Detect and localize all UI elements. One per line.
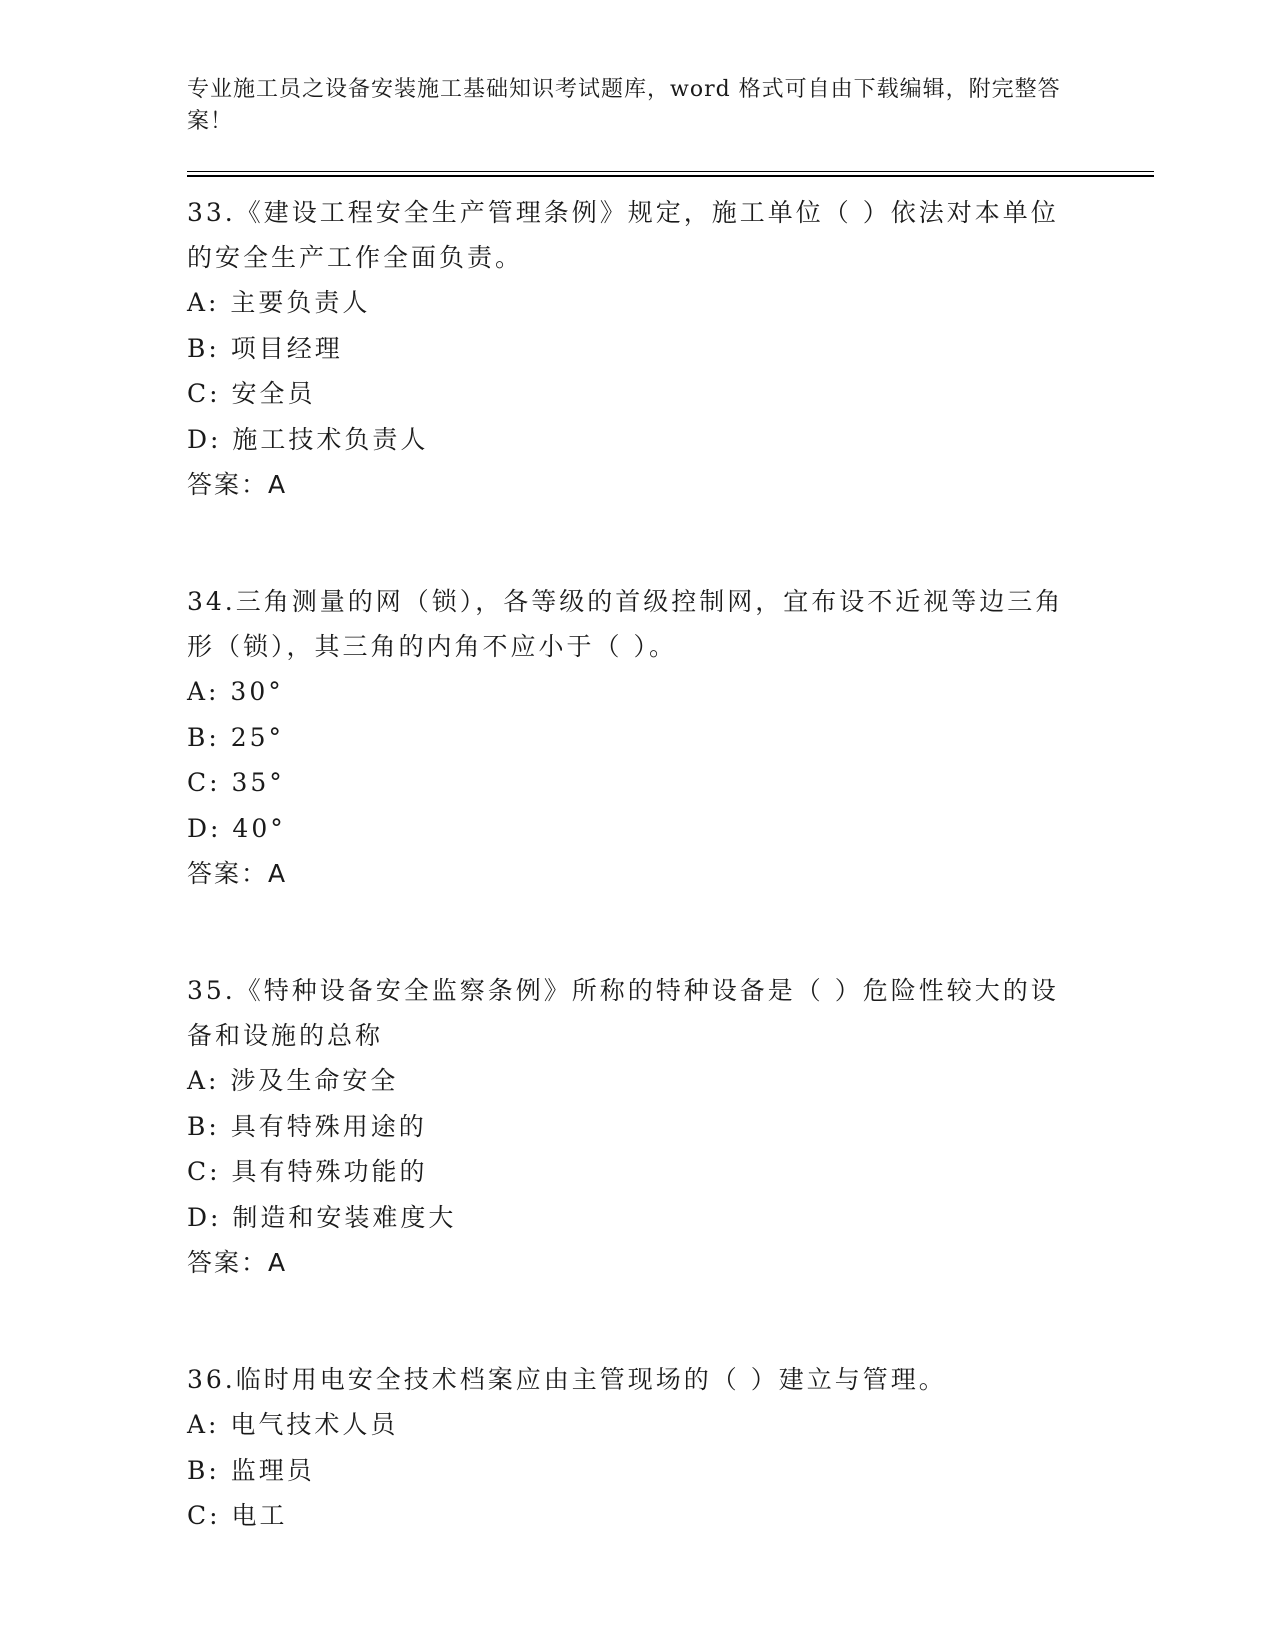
question-option: A: 主要负责人 [187, 288, 371, 317]
question-stem: 33.《建设工程安全生产管理条例》规定，施工单位（ ）依法对本单位的安全生产工作全面负责。 [187, 198, 1059, 272]
document-header: 专业施工员之设备安装施工基础知识考试题库，word 格式可自由下载编辑，附完整答案！ [187, 77, 1061, 134]
question-spacer [187, 1285, 1087, 1357]
question-stem: 34.三角测量的网（锁），各等级的首级控制网，宜布设不近视等边三角形（锁），其三角的内角不应小于（ ）。 [187, 587, 1064, 661]
header-divider-thin [187, 171, 1154, 172]
question-option: A: 涉及生命安全 [187, 1066, 399, 1095]
question-item [187, 968, 1087, 1285]
question-option: C: 35° [187, 768, 285, 797]
question-option: B: 监理员 [187, 1455, 315, 1485]
question-spacer [187, 896, 1087, 968]
question-option: B: 项目经理 [187, 333, 343, 363]
question-option: D: 施工技术负责人 [187, 424, 429, 454]
question-answer: 答案：A [187, 470, 288, 499]
question-stem: 36.临时用电安全技术档案应由主管现场的（ ）建立与管理。 [187, 1365, 947, 1394]
question-item [187, 1357, 1087, 1539]
question-option: B: 具有特殊用途的 [187, 1111, 427, 1141]
question-answer: 答案：A [187, 1248, 288, 1277]
question-option: C: 具有特殊功能的 [187, 1157, 428, 1186]
question-option: D: 40° [187, 813, 286, 843]
question-option: D: 制造和安装难度大 [187, 1202, 457, 1232]
question-answer: 答案：A [187, 859, 288, 888]
question-spacer [187, 507, 1087, 579]
question-item [187, 190, 1087, 507]
question-option: A: 30° [187, 677, 284, 706]
question-stem: 35.《特种设备安全监察条例》所称的特种设备是（ ）危险性较大的设备和设施的总称 [187, 976, 1059, 1050]
question-option: B: 25° [187, 722, 285, 752]
question-option: C: 安全员 [187, 379, 316, 408]
question-item [187, 579, 1087, 896]
header-divider-thick [187, 175, 1154, 177]
question-option: C: 电工 [187, 1501, 288, 1530]
question-option: A: 电气技术人员 [187, 1410, 399, 1439]
question-list [187, 190, 1087, 1539]
